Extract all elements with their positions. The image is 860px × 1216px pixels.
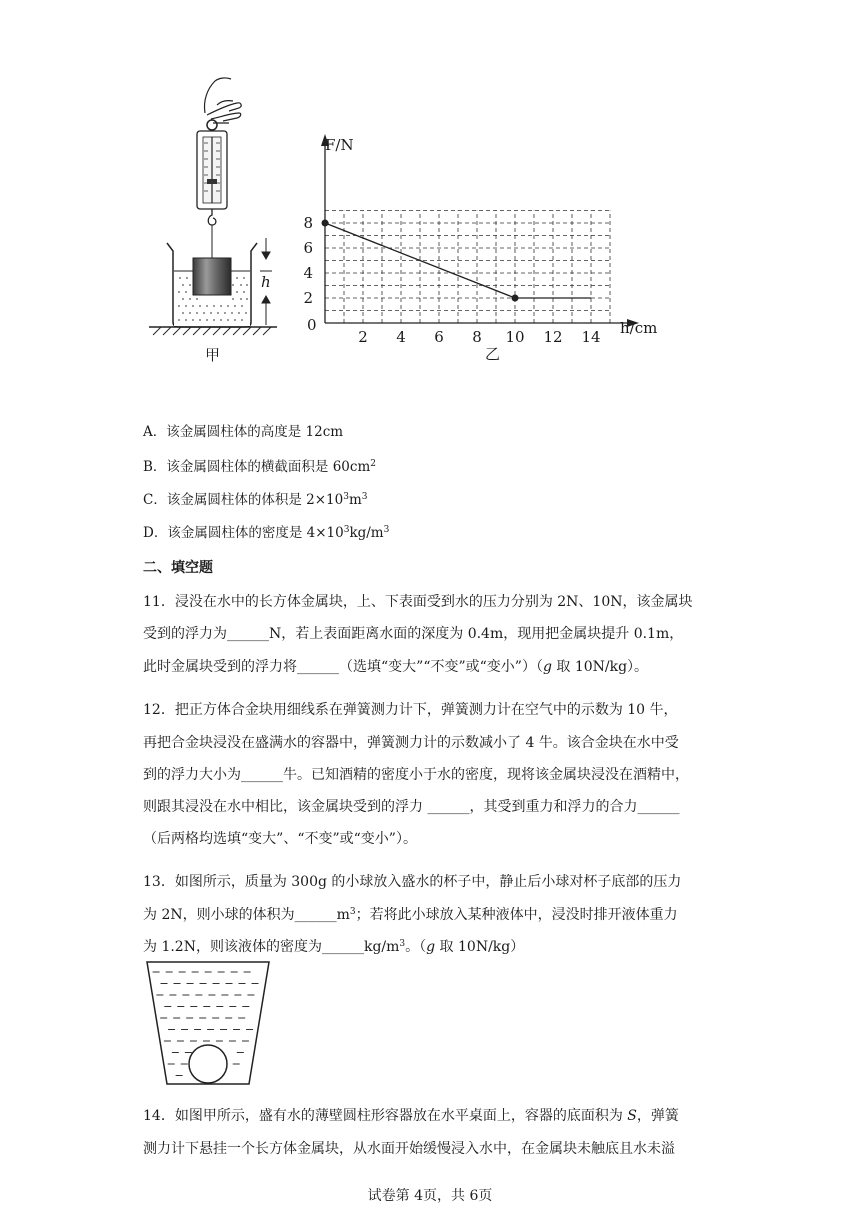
spring-scale (197, 131, 227, 209)
h-label: h (261, 273, 271, 291)
q11-line-1: 11．浸没在水中的长方体金属块，上、下表面受到水的压力分别为 2N、10N，该金属块 (143, 594, 693, 610)
x-tick-label: 14 (581, 328, 601, 346)
figure-cup-ball (145, 960, 275, 1090)
data-point (322, 220, 329, 227)
q13-line-3: 为 1.2N，则该液体的密度为$\_\_\_\_\_\_kg/m^3$。（g 取 10N/kg） (143, 939, 525, 955)
table-surface (149, 327, 277, 335)
chart-ticks (303, 214, 600, 346)
q12-line-2: 再把合金块浸没在盛满水的容器中，弹簧测力计的示数减小了 4 牛。该合金块在水中受 (143, 735, 679, 751)
option-a: A．该金属圆柱体的高度是 12cm (143, 424, 344, 440)
y-tick-label: 6 (303, 239, 313, 257)
metal-cylinder (193, 258, 231, 295)
data-point (512, 295, 519, 302)
q12-line-4: 则跟其浸没在水中相比，该金属块受到的浮力 ______，其受到重力和浮力的合力______ (143, 799, 680, 815)
q11-line-2: 受到的浮力为______N，若上表面距离水面的深度为 0.4m，现用把金属块提升 0.1m， (143, 626, 684, 642)
x-tick-label: 4 (396, 328, 406, 346)
scale-hook (208, 209, 216, 225)
q12-line-3: 到的浮力大小为______牛。已知酒精的密度小于水的密度，现将该金属块浸没在酒精中， (143, 767, 689, 783)
origin-label: 0 (307, 316, 317, 334)
q14-line-1: 14．如图甲所示，盛有水的薄壁圆柱形容器放在水平桌面上，容器的底面积为 S，弹簧 (143, 1108, 679, 1124)
y-tick-label: 2 (303, 289, 313, 307)
page-footer: 试卷第 4页，共 6页 (367, 1188, 493, 1204)
hand-icon (204, 78, 241, 123)
x-tick-label: 6 (434, 328, 444, 346)
chart-grid (325, 211, 610, 324)
q12-line-5: （后两格均选填“变大”、“不变”或“变小”）。 (143, 831, 417, 847)
y-tick-label: 4 (303, 264, 313, 282)
figure-yi-caption: 乙 (485, 345, 501, 363)
x-tick-label: 2 (358, 328, 368, 346)
option-c: C．该金属圆柱体的体积是 $2\times 10^3m^3$ (143, 492, 368, 508)
x-tick-label: 12 (543, 328, 563, 346)
x-axis-label: h/cm (620, 319, 658, 337)
q11-line-3: 此时金属块受到的浮力将______（选填“变大”“不变”或“变小”）（g 取 10N/kg）。 (143, 659, 649, 675)
q12-line-1: 12．把正方体合金块用细线系在弹簧测力计下，弹簧测力计在空气中的示数为 10 牛， (143, 702, 678, 718)
q13-line-1: 13．如图所示，质量为 300g 的小球放入盛水的杯子中，静止后小球对杯子底部的压力 (143, 874, 682, 890)
option-b: B．该金属圆柱体的横截面积是 $60cm^2$ (143, 459, 376, 475)
figure-yi-chart (295, 130, 675, 370)
q14-line-2: 测力计下悬挂一个长方体金属块，从水面开始缓慢浸入水中，在金属块未触底且水未溢 (143, 1141, 675, 1157)
section-title: 二、填空题 (143, 560, 213, 576)
y-axis-label: F/N (325, 136, 354, 154)
option-d: D．该金属圆柱体的密度是 $4\times 10^3kg/m^3$ (143, 525, 390, 541)
figure-jia (145, 75, 295, 375)
ball (189, 1045, 227, 1083)
x-tick-label: 10 (505, 328, 525, 346)
y-tick-label: 8 (303, 214, 313, 232)
figure-jia-caption: 甲 (205, 346, 221, 364)
q13-line-2: 为 2N，则小球的体积为$\_\_\_\_\_\_m^3$；若将此小球放入某种液体中，浸没时排开液体重力 (143, 907, 678, 923)
x-tick-label: 8 (472, 328, 482, 346)
scale-ring (207, 120, 217, 130)
